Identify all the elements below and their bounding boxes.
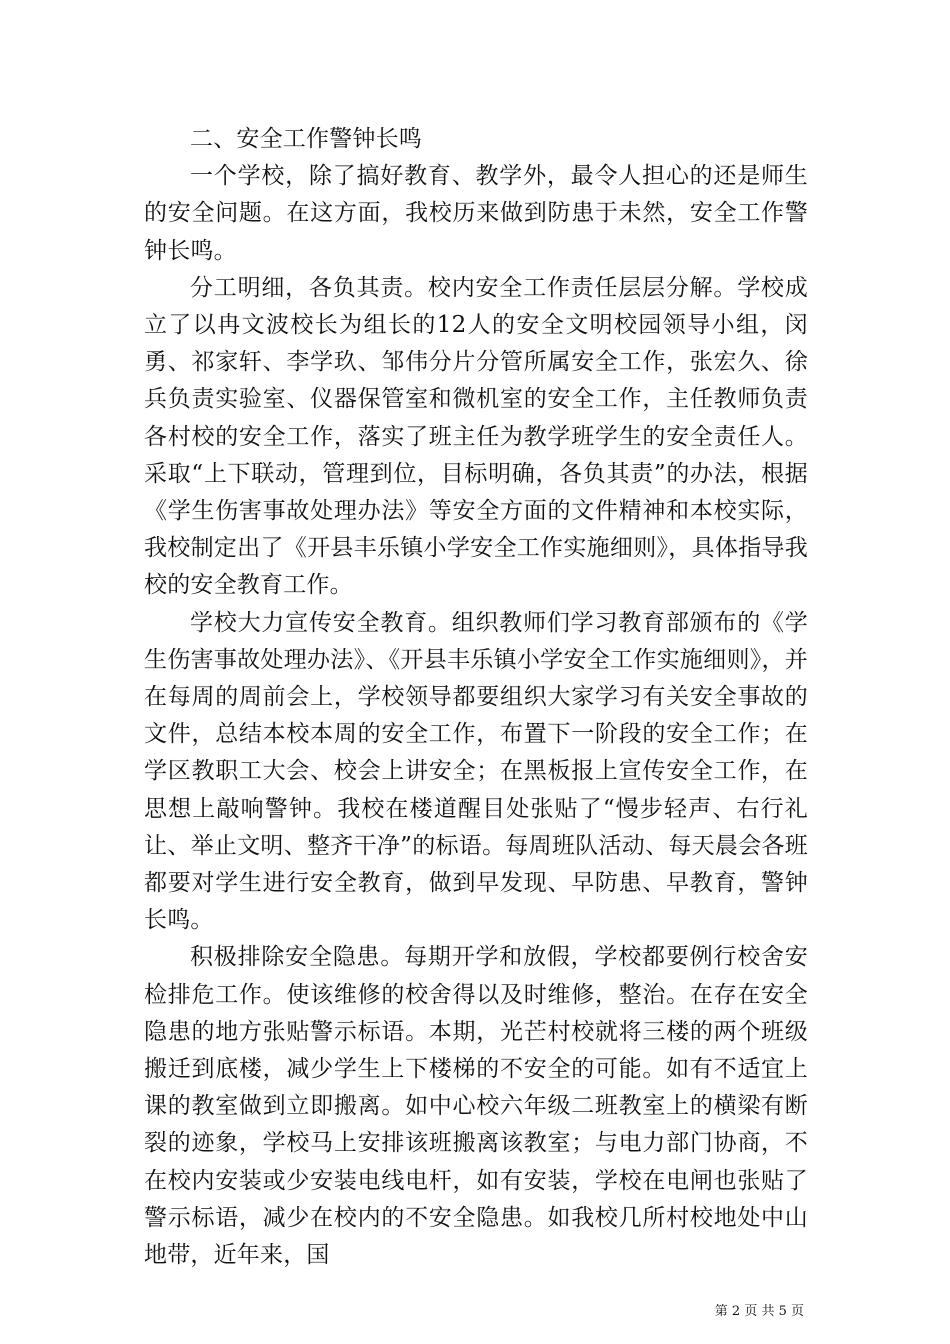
paragraph: 积极排除安全隐患。每期开学和放假，学校都要例行校舍安检排危工作。使该维修的校舍得以及时维修，整治。在存在安全隐患的地方张贴警示标语。本期，光芒村校就将三楼的两个班级搬迁到底楼，减少学生上下楼梯的不安全的可能。如有不适宜上课的教室做到立即搬离。如中心校六年级二班教室上的横梁有断裂的迹象，学校马上安排该班搬离该教室；与电力部门协商，不在校内安装或少安装电线电杆，如有安装，学校在电闸也张贴了警示标语，减少在校内的不安全隐患。如我校几所村校地处中山地带，近年来，国 — [144, 944, 808, 1269]
page-number: 第 2 页 共 5 页 — [714, 1304, 804, 1319]
paragraph: 一个学校，除了搞好教育、教学外，最令人担心的还是师生的安全问题。在这方面，我校历来做到防患于未然，安全工作警钟长鸣。 — [144, 163, 808, 264]
section-heading: 二、安全工作警钟长鸣 — [190, 126, 422, 152]
paragraph: 学校大力宣传安全教育。组织教师们学习教育部颁布的《学生伤害事故处理办法》、《开县丰乐镇小学安全工作实施细则》，并在每周的周前会上，学校领导都要组织大家学习有关安全事故的文件，总结本校本周的安全工作，布置下一阶段的安全工作；在学区教职工大会、校会上讲安全；在黑板报上宣传安全工作，在思想上敲响警钟。我校在楼道醒目处张贴了“慢步轻声、右行礼让、举止文明、整齐干净”的标语。每周班队活动、每天晨会各班都要对学生进行安全教育，做到早发现、早防患、早教育，警钟长鸣。 — [144, 609, 808, 934]
paragraph: 分工明细，各负其责。校内安全工作责任层层分解。学校成立了以冉文波校长为组长的12人的安全文明校园领导小组，闵勇、祁家轩、李学玖、邹伟分片分管所属安全工作，张宏久、徐兵负责实验室、仪器保管室和微机室的安全工作，主任教师负责各村校的安全工作，落实了班主任为教学班学生的安全责任人。采取“上下联动，管理到位，目标明确，各负其责”的办法，根据《学生伤害事故处理办法》等安全方面的文件精神和本校实际，我校制定出了《开县丰乐镇小学安全工作实施细则》，具体指导我校的安全教育工作。 — [144, 274, 808, 599]
document-body — [144, 121, 808, 1274]
